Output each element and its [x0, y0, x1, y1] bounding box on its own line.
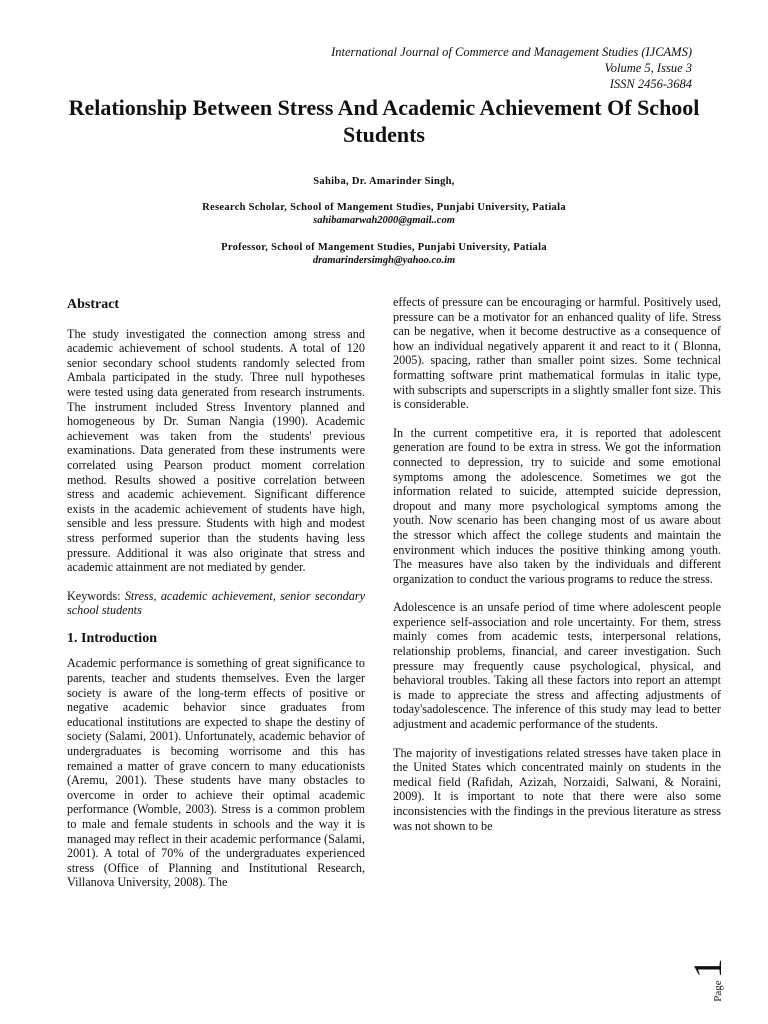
keywords [67, 589, 365, 618]
page-number [685, 950, 748, 1010]
paper-title: Relationship Between Stress And Academic Achievement Of School Students [68, 95, 700, 147]
abstract-heading: Abstract [67, 297, 120, 312]
body-paragraph: The majority of investigations related stresses have taken place in the United States which concentrated mainly on students in the medical field (Rafidah, Azizah, Norzaidi, Salwani, & Noraini, 2009). It is important to note that there were also some inconsistencies with the findings in the previous literature as stress was not shown to be [393, 745, 721, 833]
keywords-label: Keywords: [67, 588, 121, 603]
right-column [393, 295, 721, 847]
affiliation-1 [0, 201, 768, 227]
body-paragraph: effects of pressure can be encouraging or harmful. Positively used, pressure can be a motivator for an enhanced quality of life. Stress can be negative, when it become destructive as a consequence of how an individual negatively apparent it and react to it ( Blonna, 2005). spacing, rather than smaller point sizes. Some technical formatting software print mathematical formulas in italic type, with subscripts and superscripts in a slightly smaller font size. This is considerable. [393, 295, 721, 412]
page-number-value: 1 [685, 958, 730, 979]
author-email[interactable]: dramarindersimgh@yahoo.co.im [312, 255, 456, 266]
introduction-text: Academic performance is something of great significance to parents, teacher and students themselves. Even the larger society is aware of the long-term effects of positive or negative academic behavior since graduates from educational institutions are expected to shape the destiny of society (Salami, 2001). Unfortunately, academic behavior of undergraduates is becoming worrisome and this has remained a matter of grave concern to many educationists (Aremu, 2001). These students have many obstacles to overcome in order to achieve their optimal academic performance (Womble, 2003). Stress is a common problem to male and female students in schools and the way it is managed may reflect in their academic performance (Salami, 2001). A total of 70% of the undergraduates experienced stress (Office of Planning and Institutional Research, Villanova University, 2008). The [67, 656, 365, 890]
affiliation-name: Research Scholar, School of Mangement Studies, Punjabi University, Patiala [202, 202, 566, 213]
journal-header [331, 44, 692, 92]
journal-name: International Journal of Commerce and Management Studies (IJCAMS) [331, 45, 692, 59]
journal-volume: Volume 5, Issue 3 [604, 61, 692, 75]
affiliation-name: Professor, School of Mangement Studies, Punjabi University, Patiala [221, 242, 547, 253]
journal-issn: ISSN 2456-3684 [609, 77, 692, 91]
authors: Sahiba, Dr. Amarinder Singh, [313, 176, 455, 187]
page-label: Page [712, 980, 724, 1002]
abstract-text: The study investigated the connection among stress and academic achievement of school students. A total of 120 senior secondary school students randomly selected from Ambala participated in the study. Three null hypotheses were tested using data generated from research instruments. The instrument included Stress Inventory planned and homogeneous by Dr. Suman Nangia (1990). Academic achievement was taken from the students' previous examinations. Data generated from these instruments were correlated using Pearson product moment correlation method. Results showed a positive correlation between stress and academic achievement. Significant difference exists in the academic achievement of students have high, sensible and less pressure. Students with high and modest stress performed superior than the students having less pressure. Additional it was also originate that stress and academic attainment are not mediated by gender. [67, 326, 365, 575]
body-paragraph: Adolescence is an unsafe period of time where adolescent people experience self-association and role uncertainty. For them, stress mainly comes from academic tests, interpersonal relations, relationship problems, financial, and career investigation. Such pressure may frequently cause psychological, physical, and behavioral troubles. Taking all these factors into report an attempt is made to appreciate the stress and affecting adjustments of today'sadolescence. The inference of this study may lead to better adjustment and academic performance of the students. [393, 600, 721, 732]
introduction-heading: 1. Introduction [67, 630, 157, 646]
author-email[interactable]: sahibamarwah2000@gmail..com [313, 215, 455, 226]
left-column [67, 295, 365, 904]
keywords-values: Stress, academic achievement, senior secondary school students [67, 588, 366, 618]
affiliation-2 [0, 241, 768, 267]
body-paragraph: In the current competitive era, it is reported that adolescent generation are found to be extra in stress. We got the information connected to depression, try to suicide and some emotional symptoms among the adolescence. Sometimes we got the information related to suicide, attempted suicide depression, dropout and many more psychological symptoms among the youth. Now scenario has been changing most of us aware about the stressor which affect the college students and maintain the environment which induces the positive thinking among youth. The measures have also taken by the individuals and different organization to conduct the various programs to reduce the stress. [393, 425, 721, 586]
